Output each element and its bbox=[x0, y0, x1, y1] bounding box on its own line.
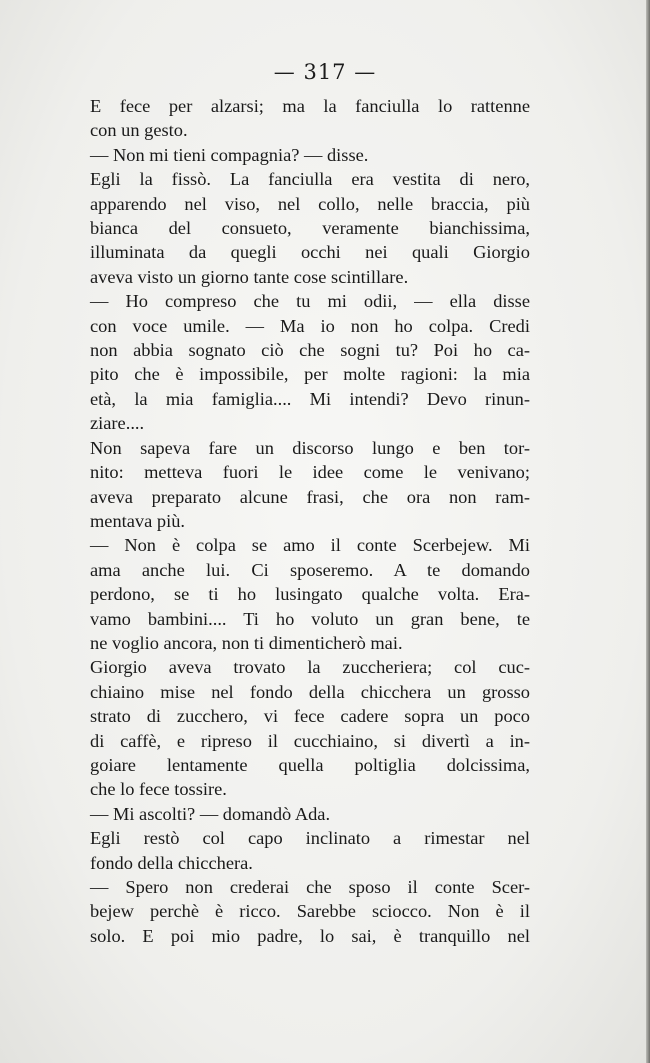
text-line: aveva preparato alcune frasi, che ora non ram- bbox=[90, 486, 530, 507]
text-line: con un gesto. bbox=[90, 120, 188, 141]
text-line: bianca del consueto, veramente bianchissima, bbox=[90, 218, 530, 239]
text-line: goiare lentamente quella poltiglia dolcissima, bbox=[90, 754, 530, 775]
text-line: fondo della chicchera. bbox=[90, 852, 253, 873]
text-line: E fece per alzarsi; ma la fanciulla lo rattenne bbox=[90, 96, 530, 116]
body-text bbox=[90, 94, 530, 948]
text-line: nito: metteva fuori le idee come le venivano; bbox=[90, 462, 530, 483]
text-line: Giorgio aveva trovato la zuccheriera; col cuc- bbox=[90, 657, 530, 678]
text-line: — Mi ascolti? — domandò Ada. bbox=[90, 803, 331, 824]
text-line: età, la mia famiglia.... Mi intendi? Devo rinun- bbox=[90, 388, 530, 409]
text-line: aveva visto un giorno tante cose scintillare. bbox=[90, 266, 409, 287]
text-line: Non sapeva fare un discorso lungo e ben tor- bbox=[90, 437, 530, 458]
text-line: mentava più. bbox=[90, 510, 185, 531]
text-line: solo. E poi mio padre, lo sai, è tranquillo nel bbox=[90, 925, 530, 946]
text-line: non abbia sognato ciò che sogni tu? Poi ho ca- bbox=[90, 340, 530, 361]
text-line: — Ho compreso che tu mi odii, — ella disse bbox=[90, 291, 530, 312]
text-line: Egli restò col capo inclinato a rimestar nel bbox=[90, 828, 530, 849]
page-edge-shadow bbox=[646, 0, 650, 1063]
text-line: ziare.... bbox=[90, 413, 145, 434]
page-number: — 317 — bbox=[273, 60, 377, 84]
text-line: con voce umile. — Ma io non ho colpa. Credi bbox=[90, 315, 530, 336]
text-line: — Spero non crederai che sposo il conte Scer- bbox=[90, 877, 530, 897]
text-line: chiaino mise nel fondo della chicchera un grosso bbox=[90, 681, 530, 702]
text-line: che lo fece tossire. bbox=[90, 779, 227, 800]
text-line: strato di zucchero, vi fece cadere sopra un poco bbox=[90, 706, 530, 727]
text-line: ama anche lui. Ci sposeremo. A te domando bbox=[90, 559, 530, 580]
text-line: — Non mi tieni compagnia? — disse. bbox=[90, 144, 369, 165]
text-line: illuminata da quegli occhi nei quali Giorgio bbox=[90, 242, 530, 263]
text-line: ne voglio ancora, non ti dimenticherò mai. bbox=[90, 632, 403, 653]
text-line: apparendo nel viso, nel collo, nelle braccia, più bbox=[90, 193, 530, 214]
text-line: pito che è impossibile, per molte ragioni: la mia bbox=[90, 364, 530, 385]
text-line: perdono, se ti ho lusingato qualche volta. Era- bbox=[90, 584, 530, 605]
text-line: — Non è colpa se amo il conte Scerbejew. Mi bbox=[90, 535, 530, 556]
text-line: vamo bambini.... Ti ho voluto un gran bene, te bbox=[90, 608, 530, 629]
text-line: Egli la fissò. La fanciulla era vestita di nero, bbox=[90, 169, 530, 190]
text-line: bejew perchè è ricco. Sarebbe sciocco. Non è il bbox=[90, 901, 530, 922]
text-line: di caffè, e ripreso il cucchiaino, si divertì a in- bbox=[90, 730, 530, 751]
